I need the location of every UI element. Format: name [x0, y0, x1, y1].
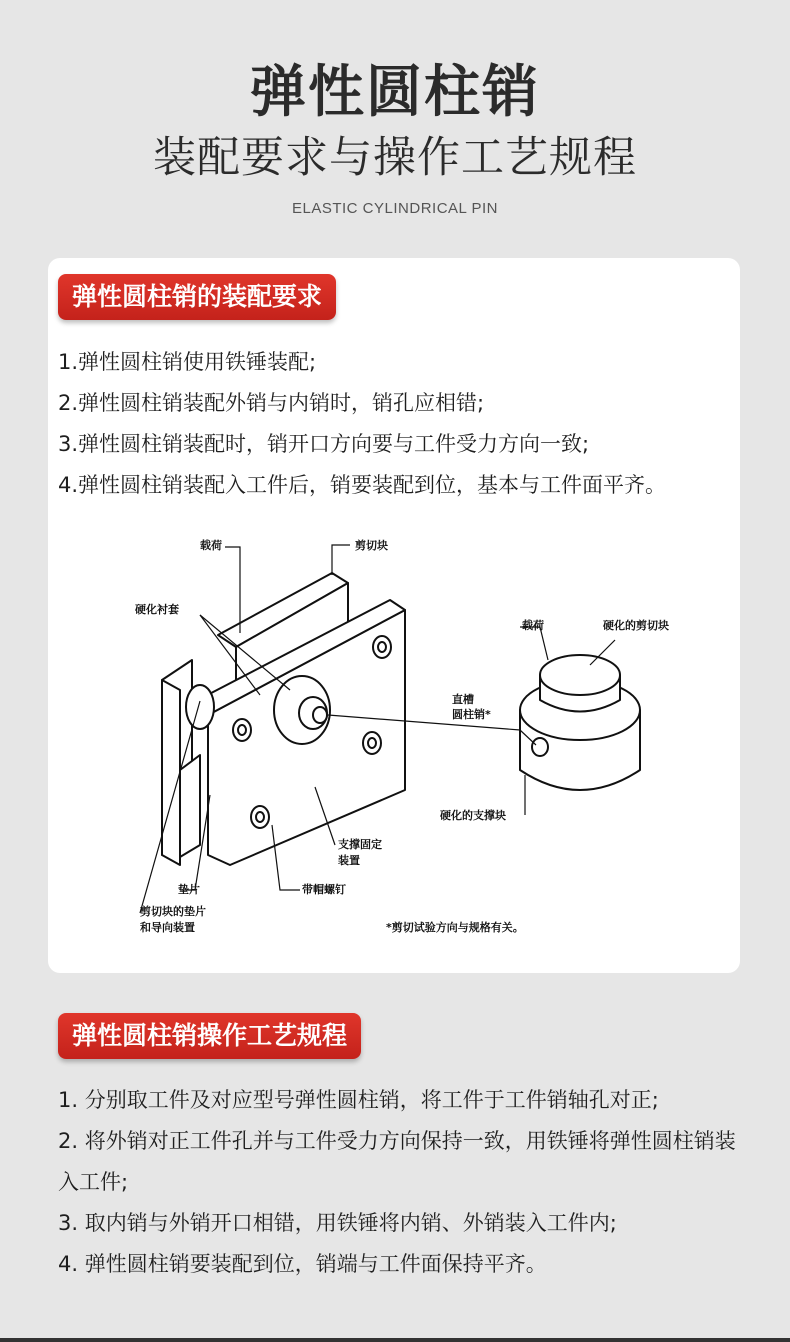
leader-shear-block [332, 545, 350, 575]
list-item: 4. 弹性圆柱销要装配到位，销端与工件面保持平齐。 [58, 1252, 547, 1276]
list-item: 1. 分别取工件及对应型号弹性圆柱销，将工件于工件销轴孔对正; [58, 1088, 659, 1112]
english-caption: ELASTIC CYLINDRICAL PIN [292, 200, 498, 217]
list-item: 2. 将外销对正工件孔并与工件受力方向保持一致，用铁锤将弹性圆柱销装入工件; [58, 1129, 736, 1194]
shear-cylinder-top [540, 655, 620, 695]
pin-end [313, 707, 327, 723]
label-support-fixture-1: 支撑固定 [338, 838, 382, 851]
page-title: 弹性圆柱销 [250, 60, 540, 125]
screw-2-inner [368, 738, 376, 748]
label-slotted-pin-2: 圆柱销* [452, 708, 491, 721]
section-heading-requirements: 弹性圆柱销的装配要求 [58, 274, 336, 320]
shim-shape [180, 755, 200, 857]
label-hardened-support: 硬化的支撑块 [440, 809, 506, 822]
screw-4-inner [378, 642, 386, 652]
process-list [58, 1080, 748, 1285]
label-support-fixture-2: 装置 [338, 854, 360, 867]
list-item: 2.弹性圆柱销装配外销与内销时，销孔应相错; [58, 391, 485, 415]
label-shim: 垫片 [178, 883, 200, 896]
left-collar [186, 685, 214, 729]
label-slotted-pin-1: 直槽 [452, 693, 474, 706]
screw-1-inner [238, 725, 246, 735]
label-shim-guide-1: 剪切块的垫片 [140, 905, 206, 918]
label-cap-screw: 带帽螺钉 [302, 883, 346, 896]
page-subtitle: 装配要求与操作工艺规程 [153, 133, 637, 183]
section-heading-process: 弹性圆柱销操作工艺规程 [58, 1013, 361, 1059]
screw-3-inner [256, 812, 264, 822]
label-load-left: 载荷 [200, 539, 222, 552]
right-pin [532, 738, 548, 756]
label-hardened-bushing: 硬化衬套 [135, 603, 179, 616]
label-shim-guide-2: 和导向装置 [140, 921, 195, 934]
label-load-right: 载荷 [522, 619, 544, 632]
list-item: 3.弹性圆柱销装配时，销开口方向要与工件受力方向一致; [58, 432, 590, 456]
list-item: 3. 取内销与外销开口相错，用铁锤将内销、外销装入工件内; [58, 1211, 617, 1235]
list-item: 4.弹性圆柱销装配入工件后，销要装配到位，基本与工件面平齐。 [58, 473, 667, 497]
shear-test-diagram [100, 525, 669, 945]
list-item: 1.弹性圆柱销使用铁锤装配; [58, 350, 317, 374]
left-side-face [162, 680, 180, 865]
leader-load-left [225, 547, 240, 633]
requirements-list [58, 342, 666, 506]
label-hardened-shear-block: 硬化的剪切块 [603, 619, 669, 632]
bottom-divider [0, 1338, 790, 1342]
label-shear-block: 剪切块 [355, 539, 388, 552]
diagram-note: *剪切试验方向与规格有关。 [386, 921, 524, 934]
